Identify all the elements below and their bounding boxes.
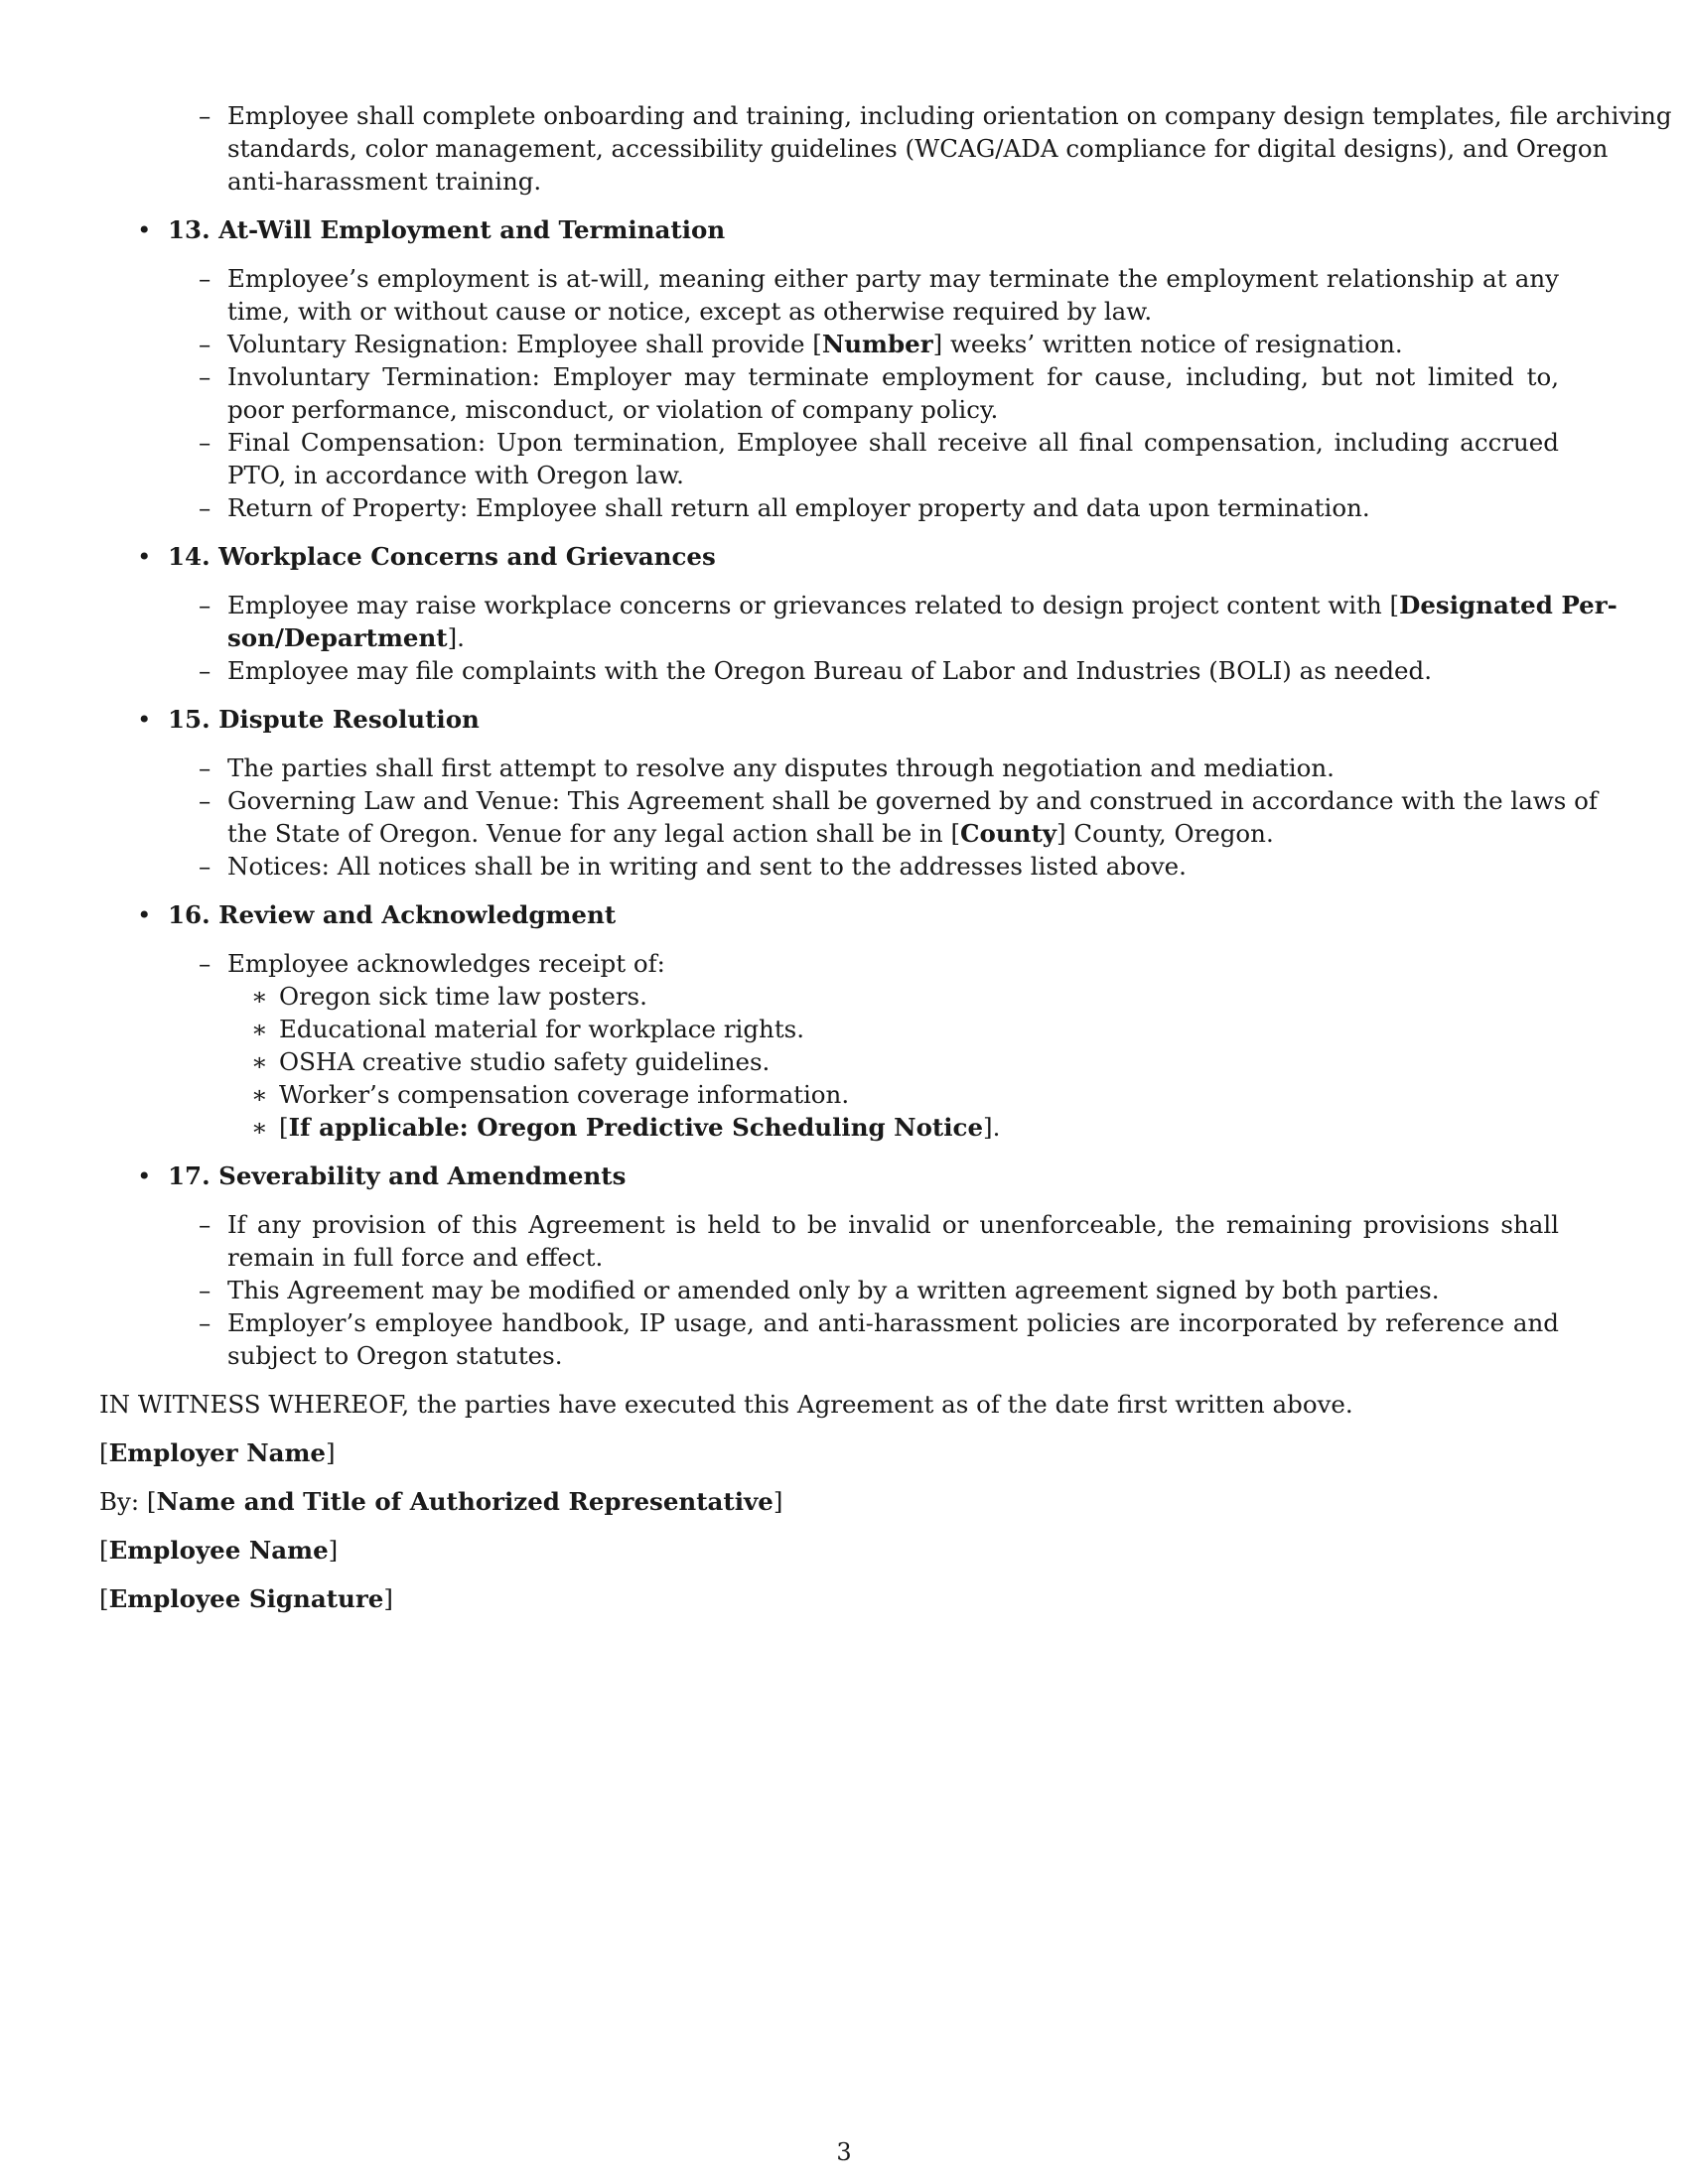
list-item: [99, 328, 1559, 360]
sub-list-item: [99, 1111, 1589, 1144]
list-item-text: Final Compensation: Upon termination, Employee shall receive all final compensation, including accrued PTO, in accordance with Oregon law.: [227, 428, 1559, 489]
list-item-text: OSHA creative studio safety guidelines.: [279, 1047, 771, 1076]
list-item: [99, 850, 1559, 883]
list-item: [99, 589, 1618, 654]
text-run: ]: [383, 1584, 393, 1613]
list-item: [99, 491, 1559, 524]
dash-marker: –: [199, 330, 211, 358]
list-item-text: [227, 589, 1618, 621]
list-item: [99, 1274, 1559, 1306]
section-17-heading: [99, 1160, 1589, 1192]
placeholder-department: son/Department: [227, 623, 448, 652]
list-item-text: Involuntary Termination: Employer may terminate employment for cause, including, but not limited to, poor performance, misconduct, or violation of company policy.: [227, 362, 1559, 424]
bullet-marker: •: [137, 542, 152, 571]
list-item: [99, 99, 1672, 198]
text-run: ]: [328, 1536, 339, 1565]
dash-marker: –: [199, 1210, 211, 1239]
list-item-text: This Agreement may be modified or amended only by a written agreement signed by both parties.: [227, 1276, 1440, 1304]
asterisk-marker: ∗: [251, 1113, 268, 1142]
section-title: 14. Workplace Concerns and Grievances: [168, 542, 716, 571]
list-item: [99, 654, 1559, 687]
list-item-text: standards, color management, accessibility guidelines (WCAG/ADA compliance for digital designs), and Oregon: [227, 134, 1609, 163]
document-page: [99, 99, 1672, 1615]
list-item-text: Employee may file complaints with the Oregon Bureau of Labor and Industries (BOLI) as needed.: [227, 656, 1433, 685]
asterisk-marker: ∗: [251, 982, 268, 1011]
sub-list-item: [99, 1078, 1589, 1111]
placeholder-employer-name: Employer Name: [108, 1438, 326, 1467]
text-run: ] County, Oregon.: [1056, 819, 1274, 848]
list-item-text: [279, 1111, 1589, 1144]
text-run: Voluntary Resignation: Employee shall provide [: [227, 330, 822, 358]
dash-marker: –: [199, 656, 211, 685]
section-title: 15. Dispute Resolution: [168, 705, 480, 734]
list-item-text: Employee shall complete onboarding and training, including orientation on company design templates, file archiving: [227, 101, 1672, 130]
placeholder-employee-name: Employee Name: [108, 1536, 329, 1565]
placeholder-representative: Name and Title of Authorized Representative: [156, 1487, 774, 1516]
list-item-text: [227, 817, 1559, 850]
dash-marker: –: [199, 493, 211, 522]
section-16-heading: [99, 898, 1589, 931]
list-item: [99, 1306, 1559, 1372]
list-item-text: anti-harassment training.: [227, 167, 542, 196]
text-run: ].: [447, 623, 465, 652]
text-run: Employee may raise workplace concerns or grievances related to design project content with [: [227, 591, 1400, 619]
placeholder-number: Number: [821, 330, 933, 358]
dash-marker: –: [199, 1276, 211, 1304]
section-title: 17. Severability and Amendments: [168, 1161, 627, 1190]
text-run: [: [99, 1536, 109, 1565]
list-item: [99, 784, 1598, 850]
text-run: the State of Oregon. Venue for any legal action shall be in [: [227, 819, 961, 848]
placeholder-department: Designated Per-: [1399, 591, 1618, 619]
employer-name-line: [99, 1436, 1589, 1469]
list-item: [99, 751, 1559, 784]
placeholder-county: County: [960, 819, 1057, 848]
list-item-text: Worker’s compensation coverage information.: [279, 1080, 850, 1109]
dash-marker: –: [199, 264, 211, 293]
list-item-text: Oregon sick time law posters.: [279, 982, 647, 1011]
text-run: [: [99, 1584, 109, 1613]
sub-list-item: [99, 980, 1589, 1013]
dash-marker: –: [199, 786, 211, 815]
section-title: 13. At-Will Employment and Termination: [168, 215, 726, 244]
authorized-representative-line: [99, 1485, 1589, 1518]
employee-signature-line: [99, 1582, 1589, 1615]
sub-list-item: [99, 1045, 1589, 1078]
list-item: [99, 262, 1559, 328]
asterisk-marker: ∗: [251, 1047, 268, 1076]
list-item-text: [227, 621, 1559, 654]
text-run: ]: [773, 1487, 783, 1516]
list-item-text: Employer’s employee handbook, IP usage, and anti-harassment policies are incorporated by reference and subject to Oregon statutes.: [227, 1308, 1559, 1370]
dash-marker: –: [199, 1308, 211, 1337]
asterisk-marker: ∗: [251, 1015, 268, 1043]
list-item-text: Governing Law and Venue: This Agreement shall be governed by and construed in accordance with the laws of: [227, 786, 1598, 815]
list-item-text: Employee’s employment is at-will, meaning either party may terminate the employment relationship at any time, with or without cause or notice, except as otherwise required by law.: [227, 264, 1559, 326]
asterisk-marker: ∗: [251, 1080, 268, 1109]
list-item-text: Employee acknowledges receipt of:: [227, 949, 665, 978]
list-item-text: [227, 328, 1559, 360]
list-item: [99, 947, 1559, 980]
section-title: 16. Review and Acknowledgment: [168, 900, 617, 929]
witness-statement: IN WITNESS WHEREOF, the parties have executed this Agreement as of the date first written above.: [99, 1390, 1353, 1419]
list-item-text: Notices: All notices shall be in writing and sent to the addresses listed above.: [227, 852, 1187, 881]
text-run: [: [279, 1113, 289, 1142]
list-item-text: The parties shall first attempt to resolve any disputes through negotiation and mediation.: [227, 753, 1335, 782]
dash-marker: –: [199, 852, 211, 881]
list-item-text: Return of Property: Employee shall return all employer property and data upon termination.: [227, 493, 1370, 522]
section-13-heading: [99, 213, 1589, 246]
dash-marker: –: [199, 591, 211, 619]
bullet-marker: •: [137, 900, 152, 929]
dash-marker: –: [199, 949, 211, 978]
page-number: 3: [836, 2138, 852, 2166]
list-item: [99, 426, 1559, 491]
section-14-heading: [99, 540, 1589, 573]
text-run: ]: [325, 1438, 336, 1467]
placeholder-employee-signature: Employee Signature: [108, 1584, 384, 1613]
employee-name-line: [99, 1534, 1589, 1567]
text-run: By: [: [99, 1487, 157, 1516]
text-run: ].: [983, 1113, 1001, 1142]
bullet-marker: •: [137, 705, 152, 734]
dash-marker: –: [199, 428, 211, 457]
dash-marker: –: [199, 753, 211, 782]
list-item-text: If any provision of this Agreement is held to be invalid or unenforceable, the remaining provisions shall remain in full force and effect.: [227, 1210, 1559, 1272]
list-item: [99, 1208, 1559, 1274]
list-item-text: Educational material for workplace rights.: [279, 1015, 805, 1043]
bullet-marker: •: [137, 215, 152, 244]
sub-list-item: [99, 1013, 1589, 1045]
text-run: ] weeks’ written notice of resignation.: [932, 330, 1403, 358]
placeholder-scheduling-notice: If applicable: Oregon Predictive Scheduling Notice: [288, 1113, 984, 1142]
bullet-marker: •: [137, 1161, 152, 1190]
section-15-heading: [99, 703, 1589, 736]
dash-marker: –: [199, 101, 211, 130]
list-item: [99, 360, 1559, 426]
text-run: [: [99, 1438, 109, 1467]
dash-marker: –: [199, 362, 211, 391]
